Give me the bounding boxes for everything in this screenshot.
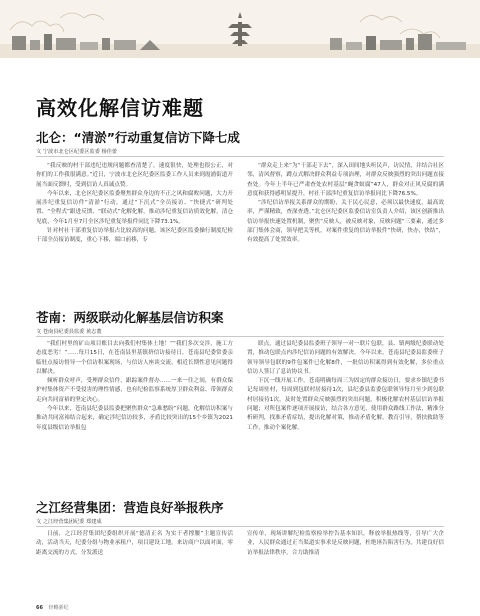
- section-zhijiang-right-column: [247, 530, 444, 588]
- page-footer: [36, 604, 69, 611]
- section-beilun-right-column: [247, 162, 444, 300]
- section-byline-beilun: 文 宁波市北仑区纪委区监委 杨佳蕾: [36, 149, 118, 155]
- paragraph: 宣传单，现场讲解纪检监察检举控告基本知识，释放举报热线等，引导广大企业，人民群众通过正当渠道实事求是反映问题，杜绝诬告陷害行为，共建良好信访举报法律秩序，合力助推清: [247, 531, 444, 556]
- paragraph: 今年以来，北仑区纪委区监委聚焦群众身边的不正之风和腐败问题，大力开展涉纪重复信访件“清淤”行动，通过“下沉式”全员接访、“快捷式”研判处置、“全程式”跟进反馈、“联动式”化解化解，推动涉纪重复信访质效化解，清仓见底，今年1月至7月全区涉纪重复举报件同比下降73.1%。: [36, 190, 233, 225]
- paragraph: “群众走上来”为“干部走下去”，深入田间地头听民声，访民情，并结合社区邻，清风督察，蹲点式解决群众利益专项治理，对群众反映强烈的突出问题直接查处。今年上半年已严肃查处农村基层“蝇贪蚁腐”47人，群众对正风反腐的满意度和获得感明显提升，村社干部涉纪重复信访举报同比下降76.5%。: [247, 163, 444, 197]
- paragraph: 倾听群众呼声，受理群众信件，跟踪案件督办……一来一往之间，有群众保护村集体资产不受侵害的理性情感，也有纪检监察系统厚卫群众利益、带领群众走向共同富裕的坚定决心。: [36, 378, 233, 403]
- page-number: 66: [36, 605, 43, 611]
- paragraph: 日前，之江经营集团纪委组织开展“德清正名 为实干者撑腰”主题宣传活动，活动当天，纪委分组与物业承租户，项目建设工地，来访商户以面对面，零距离交流的方式，分发派送: [36, 531, 233, 556]
- page-title: 高效化解信访难题: [36, 96, 204, 120]
- section-byline-cangnan: 文 苍南县纪委县监委 黄志董: [36, 329, 102, 335]
- paragraph: 联点，通过县纪委县监委班子领导一对一联片包联，县、镇两级纪委联动处置，推动包联点内涉纪信访问题的有效解决。今年以来，苍南县纪委县监委班子领导领导包联的9件包案件已化解8件，一批信访积案得到有效化解，多位重点信访人签订了息访协议书。: [247, 341, 444, 375]
- section-title-cangnan: 苍南：两级联动化解基层信访积案: [36, 310, 224, 325]
- publication-name: 经略浙纪: [48, 605, 69, 611]
- pagoda-icon: [228, 12, 252, 46]
- section-divider: [36, 156, 444, 157]
- cloud-pattern-icon: [10, 13, 440, 38]
- paragraph: “我们村里的矿山项目账目去向我们村集体土地！”“我们多次交涉，施工方态度恶劣！”……每月15日，在苍南县里基镇挤信访接待日，苍南县纪委常委亲临驻点接访督导一个信访积案现场，与信访人座谈交流，相近长期性意见问题得以解决。: [36, 341, 233, 375]
- paragraph: 下沉一线开展工作，苍南明确每周三为固定的群众接访日，要求乡镇纪委书记每周驻村，每周到包联村居接待1次，县纪委县监委包联领导每月至少到包联村居接待1次，及时处置群众反映强烈的突出问题，积极化解农村基层信访举报问题；对所包案件逐项开展接访，结合各方意见，使用群众路线工作法，精准分析研判，找准矛盾症结，提出化解对策，推动矛盾化解，教育引导，帮扶救助等工作，推动个案化解。: [247, 378, 444, 431]
- paragraph: “涉纪信访举报关系群众的期盼，关于民心民意，必须以最快速度，最高效率，严谨精致，查深查透。”北仑区纪委区监委信访室负责人介绍，该区创新推出信访举报快速处置机制，聚焦“反映人，被反映对象，反映问题”三要素，通过多部门集体会商，领导把关等机，对案件重复的信访举报件“快研，快办，快结”，有效提高了处置效率。: [247, 200, 444, 244]
- section-divider: [36, 336, 444, 337]
- section-beilun-left-column: [36, 162, 233, 300]
- paragraph: 针对村社干部重复信访举报占比较高的问题，该区纪委区监委操行制度纪检干部全员接访制度，重心下移，端口前移，专: [36, 228, 233, 244]
- section-title-beilun: 北仑：“清淤”行动重复信访下降七成: [36, 130, 240, 145]
- section-title-zhijiang: 之江经营集团：营造良好举报秩序: [36, 500, 224, 515]
- header-banner-illustration: [0, 0, 480, 58]
- paragraph: “我反映的村干部违纪违规问题都查清楚了，速度很快，处理也很公正，对你们的工作我很满意。”近日，宁波市北仑区纪委区监委工作人员来到霞浦街道开展当面反馈时，受到信访人真诚点赞。: [36, 163, 233, 188]
- paragraph: 今年以来，苍南县纪委县监委把聚焦群众“急难愁盼”问题，化解信访积案与推动共同富裕结合起来，确定涉纪信访较多，矛盾比较突出的15个乡镇为2021年度县级信访举报包: [36, 406, 233, 431]
- section-zhijiang-left-column: [36, 530, 233, 588]
- section-divider: [36, 526, 444, 527]
- section-byline-zhijiang: 文 之江经营集团纪委 郑建成: [36, 519, 102, 525]
- section-cangnan-left-column: [36, 340, 233, 488]
- section-cangnan-right-column: [247, 340, 444, 488]
